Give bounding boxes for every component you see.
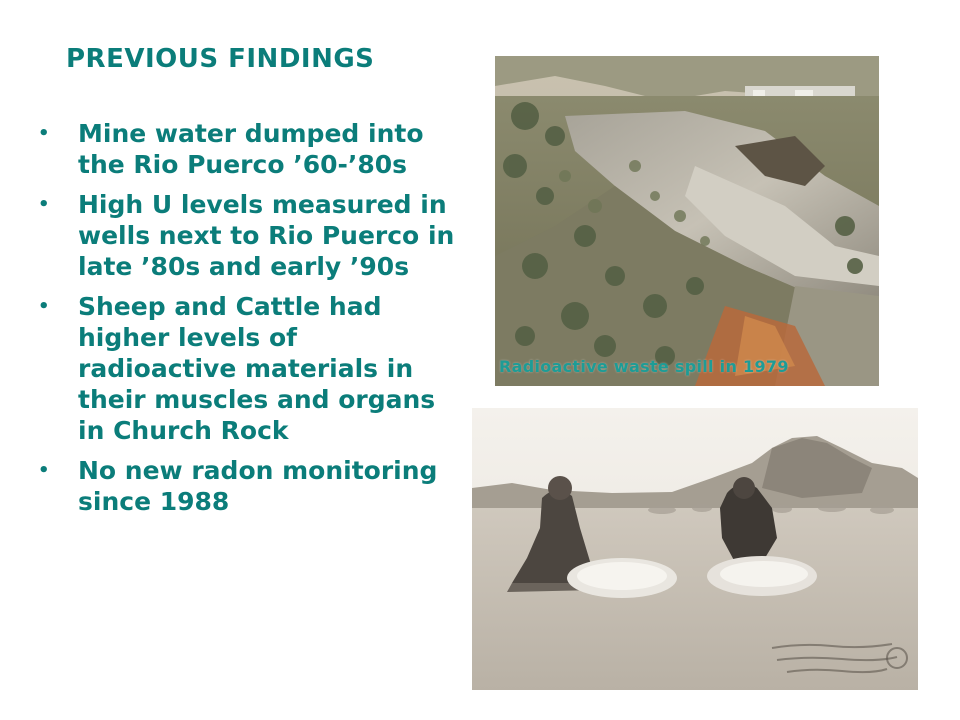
- bullet-text: High U levels measured in wells next to Rio Puerco in late ’80s and early ’90s: [78, 190, 455, 281]
- sepia-illustration: [472, 408, 918, 690]
- bullet-text: Sheep and Cattle had higher levels of radioactive materials in their muscles and organs in Church Rock: [78, 292, 436, 445]
- bullet-list: [28, 118, 458, 526]
- bullet-marker: •: [38, 460, 50, 481]
- photo-caption: Radioactive waste spill in 1979: [499, 357, 789, 376]
- vintage-sheep-photo: [472, 408, 918, 690]
- bullet-marker: •: [38, 296, 50, 317]
- bullet-item: [28, 455, 458, 517]
- landscape-illustration: [495, 56, 879, 386]
- bullet-text: No new radon monitoring since 1988: [78, 456, 438, 516]
- bullet-marker: •: [38, 194, 50, 215]
- bullet-item: [28, 118, 458, 180]
- bullet-item: [28, 291, 458, 446]
- bullet-marker: •: [38, 123, 50, 144]
- bullet-text: Mine water dumped into the Rio Puerco ’60-’80s: [78, 119, 424, 179]
- bullet-item: [28, 189, 458, 282]
- slide-title: PREVIOUS FINDINGS: [66, 44, 375, 74]
- waste-spill-photo: [495, 56, 879, 386]
